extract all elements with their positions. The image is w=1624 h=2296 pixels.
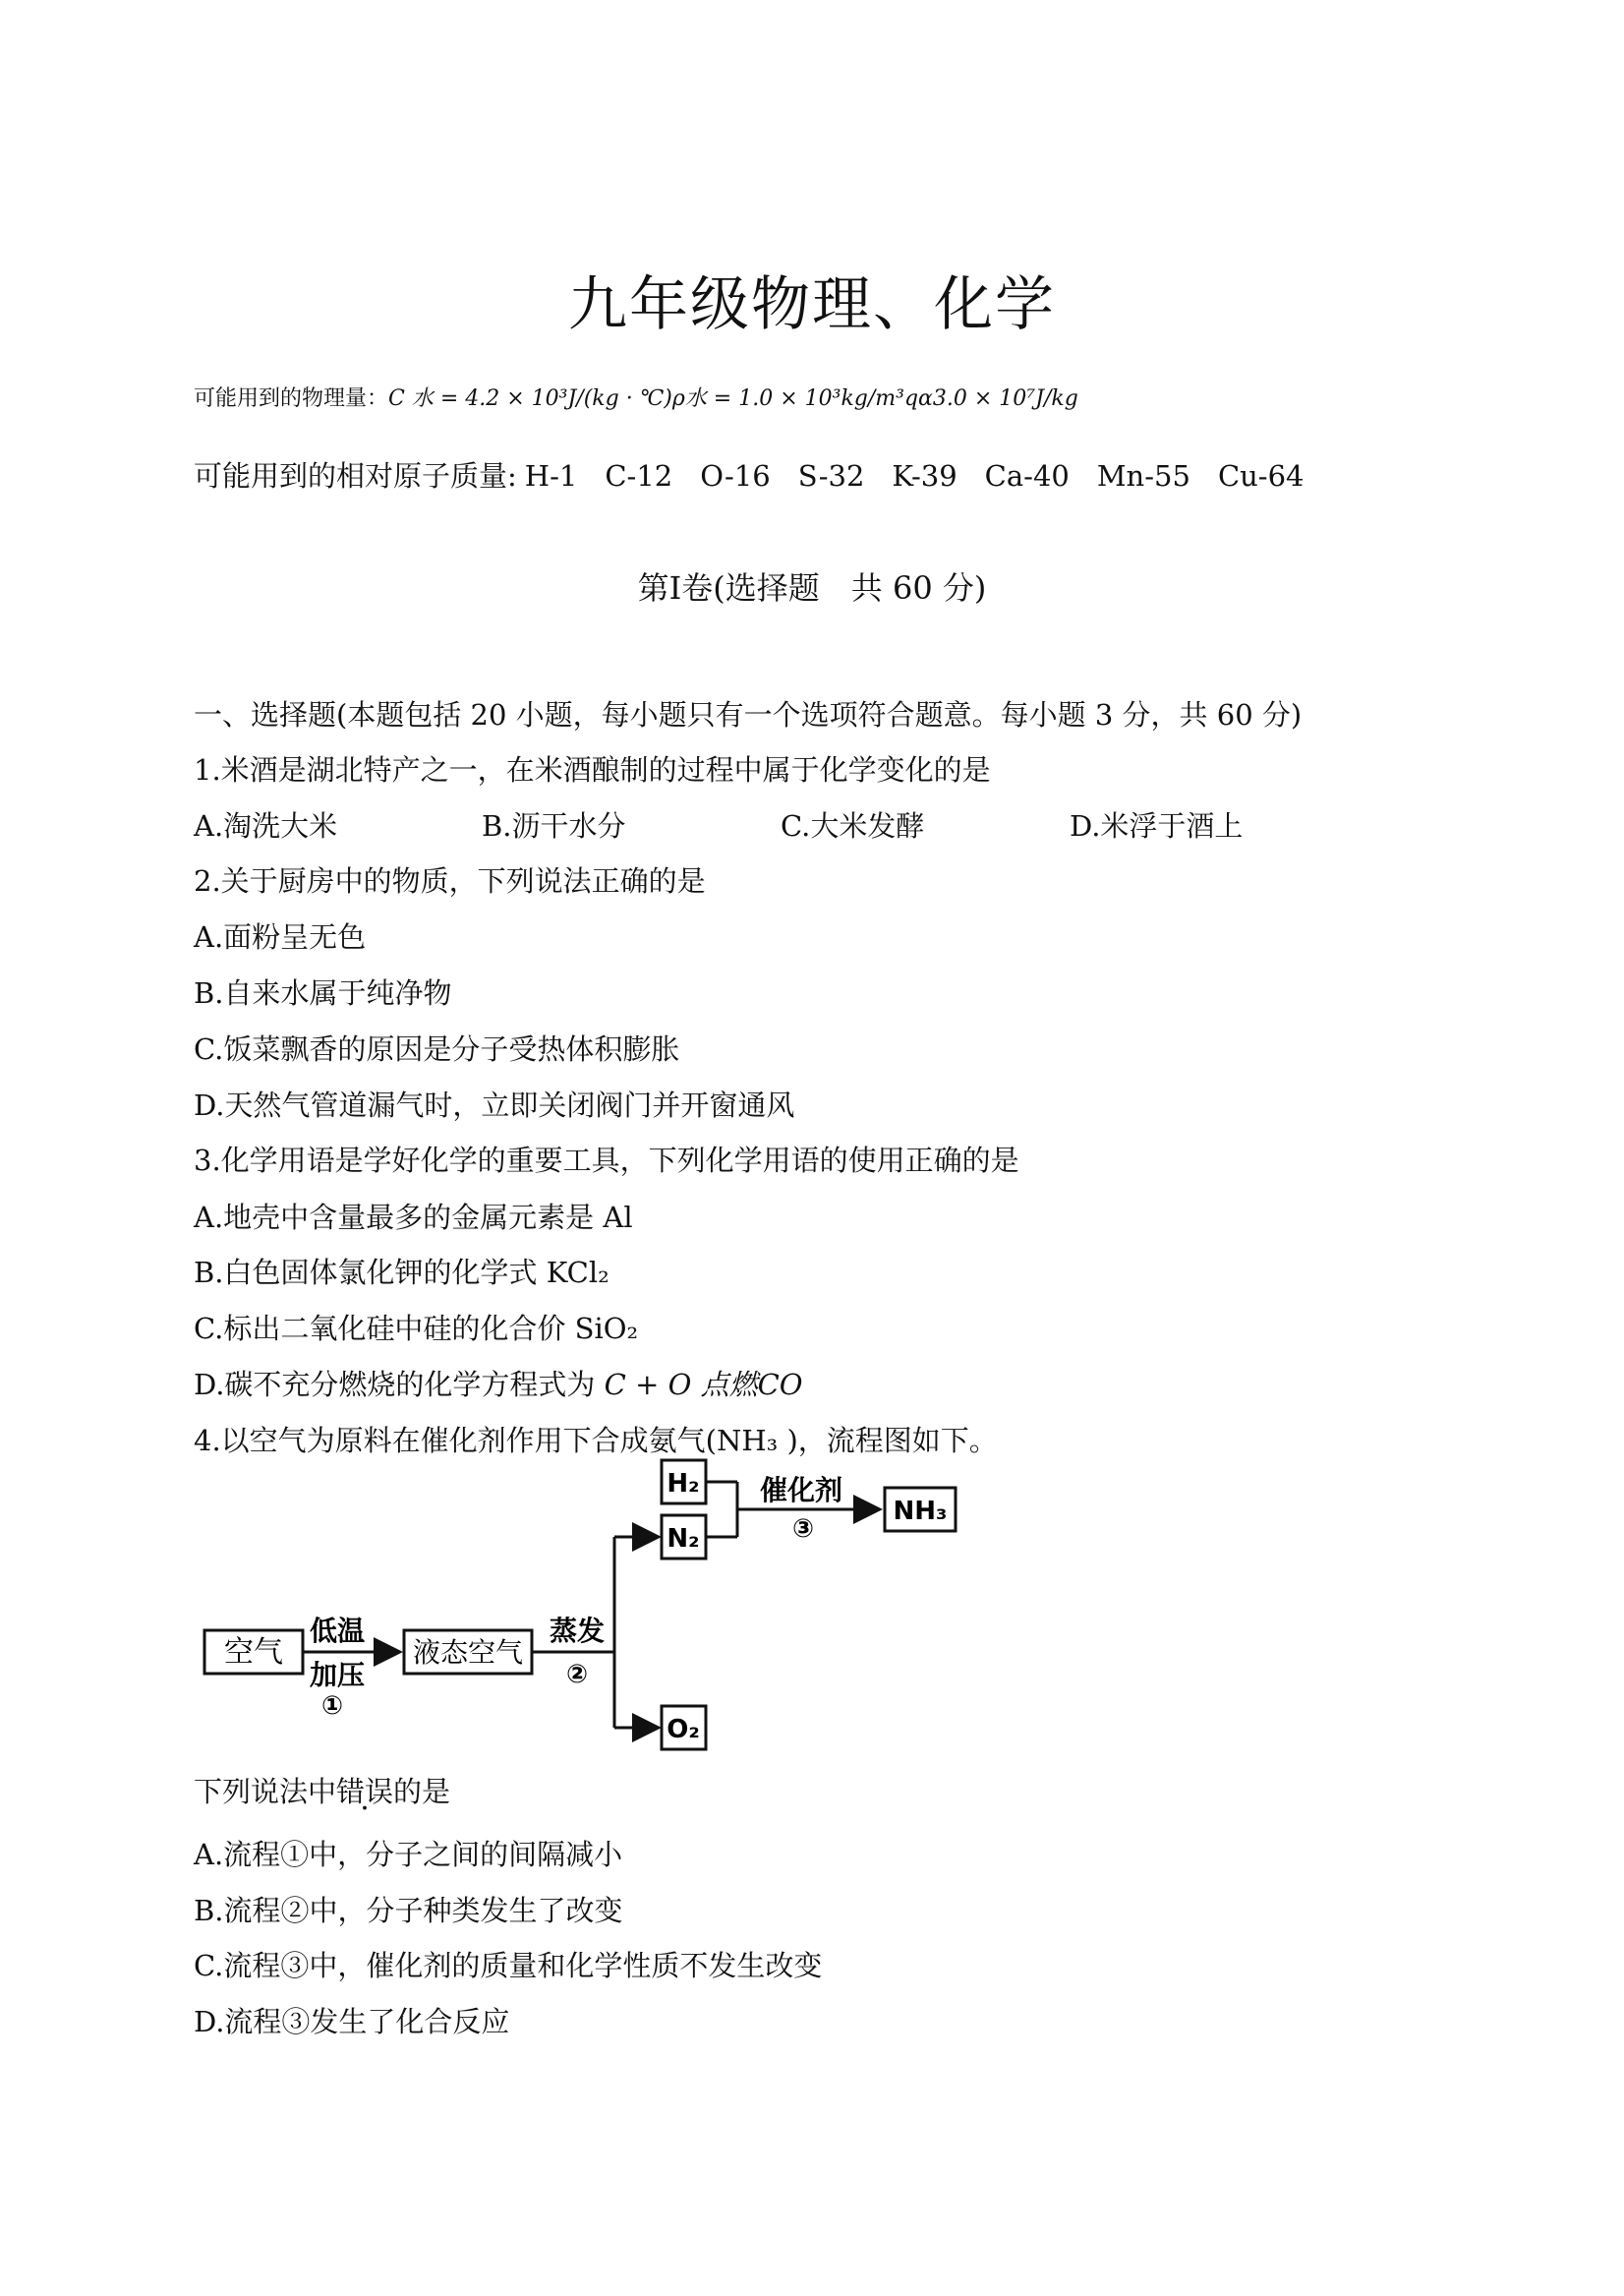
air-label: 空气 (224, 1635, 283, 1670)
h2-label: H₂ (667, 1469, 700, 1499)
section-title: 第Ⅰ卷(选择题 共 60 分) (637, 569, 987, 607)
physical-constants (194, 382, 1078, 412)
question-1-option-c: C.大米发酵 (781, 809, 925, 843)
constants-label: 可能用到的物理量： (194, 386, 389, 411)
step-1-bottom-label: 加压 (309, 1659, 366, 1691)
step-1-top-label: 低温 (309, 1615, 366, 1647)
question-3-option-c: C.标出二氧化硅中硅的化合价 SiO₂ (194, 1312, 639, 1345)
question-4-option-b: B.流程②中，分子种类发生了改变 (194, 1894, 623, 1927)
question-2-option-c: C.饭菜飘香的原因是分子受热体积膨胀 (194, 1032, 680, 1066)
step-2-top-label: 蒸发 (549, 1615, 606, 1647)
question-2-option-b: B.自来水属于纯净物 (194, 976, 452, 1010)
part-heading: 一、选择题(本题包括 20 小题，每小题只有一个选项符合题意。每小题 3 分，共 60 分) (194, 698, 1303, 732)
question-3-option-d (194, 1363, 803, 1403)
followup-emphasis: 错误 (336, 1775, 394, 1808)
constants-formula: C 水 = 4.2 × 10³J/(kg · ℃)ρ水 = 1.0 × 10³kg/m³qα3.0 × 10⁷J/kg (388, 386, 1078, 411)
page-title: 九年级物理、化学 (568, 270, 1056, 339)
question-1-option-d: D.米浮于酒上 (1070, 809, 1244, 843)
atomic-masses-label: 可能用到的相对原子质量: (194, 459, 517, 493)
question-1-options (194, 804, 1373, 844)
question-4-option-a: A.流程①中，分子之间的间隔减小 (194, 1838, 623, 1871)
atomic-mass-item: K-39 (892, 459, 957, 493)
question-4-followup (194, 1770, 450, 1810)
atomic-mass-item: Mn-55 (1096, 459, 1190, 493)
question-1-stem: 1.米酒是湖北特产之一，在米酒酿制的过程中属于化学变化的是 (194, 753, 991, 787)
question-2-option-d: D.天然气管道漏气时，立即关闭阀门并开窗通风 (194, 1089, 795, 1122)
step-3-number: ③ (791, 1514, 815, 1544)
question-3-option-d-equation: C + O 点燃CO (604, 1368, 803, 1401)
step-2-number: ② (565, 1660, 589, 1689)
question-4-option-c: C.流程③中，催化剂的质量和化学性质不发生改变 (194, 1949, 823, 1982)
question-2-option-a: A.面粉呈无色 (194, 920, 367, 954)
o2-label: O₂ (667, 1715, 700, 1744)
followup-suffix: 的是 (393, 1775, 451, 1808)
question-3-option-a: A.地壳中含量最多的金属元素是 Al (194, 1201, 633, 1234)
n2-label: N₂ (667, 1524, 700, 1554)
atomic-mass-item: O-16 (700, 459, 771, 493)
atomic-mass-item: C-12 (605, 459, 673, 493)
atomic-masses (194, 454, 1305, 495)
atomic-mass-item: S-32 (797, 459, 865, 493)
atomic-mass-item: H-1 (524, 459, 578, 493)
atomic-mass-item: Ca-40 (984, 459, 1070, 493)
liquid-air-label: 液态空气 (412, 1636, 524, 1669)
question-3-stem: 3.化学用语是学好化学的重要工具，下列化学用语的使用正确的是 (194, 1144, 1019, 1177)
followup-prefix: 下列说法中 (194, 1775, 337, 1808)
nh3-label: NH₃ (893, 1497, 948, 1526)
question-2-stem: 2.关于厨房中的物质，下列说法正确的是 (194, 864, 706, 898)
ammonia-flowchart (192, 1450, 978, 1775)
question-3-option-b: B.白色固体氯化钾的化学式 KCl₂ (194, 1256, 609, 1289)
step-1-number: ① (320, 1691, 344, 1721)
question-3-option-d-text: D.碳不充分燃烧的化学方程式为 (194, 1368, 605, 1401)
question-4-stem: 4.以空气为原料在催化剂作用下合成氨气(NH₃ )，流程图如下。 (194, 1424, 998, 1457)
catalyst-label: 催化剂 (759, 1474, 843, 1506)
question-1-option-b: B.沥干水分 (482, 809, 626, 843)
atomic-mass-item: Cu-64 (1217, 459, 1305, 493)
question-4-option-d: D.流程③发生了化合反应 (194, 2005, 510, 2038)
question-1-option-a: A.淘洗大米 (194, 809, 338, 843)
